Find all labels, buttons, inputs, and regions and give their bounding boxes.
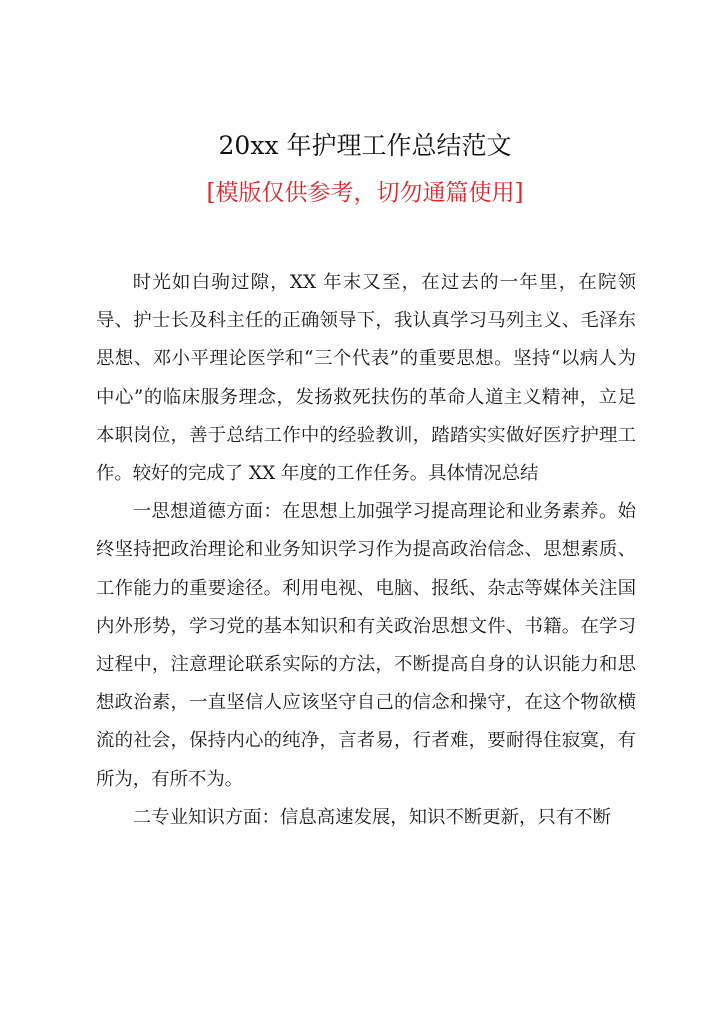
paragraph-ideology: 一思想道德方面：在思想上加强学习提高理论和业务素养。始终坚持把政治理论和业务知识学习作为提高政治信念、思想素质、工作能力的重要途径。利用电视、电脑、报纸、杂志等媒体关注国内外形势，学习党的基本知识和有关政治思想文件、书籍。在学习过程中，注意理论联系实际的方法，不断提高自身的认识能力和思想政治素，一直坚信人应该坚守自己的信念和操守，在这个物欲横流的社会，保持内心的纯净，言者易，行者难，要耐得住寂寞，有所为，有所不为。 <box>96 501 636 790</box>
paragraph-intro: 时光如白驹过隙，XX 年末又至，在过去的一年里，在院领导、护士长及科主任的正确领导下，我认真学习马列主义、毛泽东思想、邓小平理论医学和“三个代表”的重要思想。坚持“以病人为中心”的临床服务理念，发扬救死扶伤的革命人道主义精神，立足本职岗位，善于总结工作中的经验教训，踏踏实实做好医疗护理工作。较好的完成了 XX 年度的工作任务。具体情况总结 <box>96 272 636 485</box>
document-subtitle: [模版仅供参考，切勿通篇使用] <box>206 180 524 206</box>
paragraph-professional: 二专业知识方面：信息高速发展，知识不断更新，只有不断 <box>132 806 611 828</box>
document-body <box>96 264 636 837</box>
document-title: 20xx 年护理工作总结范文 <box>218 131 512 160</box>
